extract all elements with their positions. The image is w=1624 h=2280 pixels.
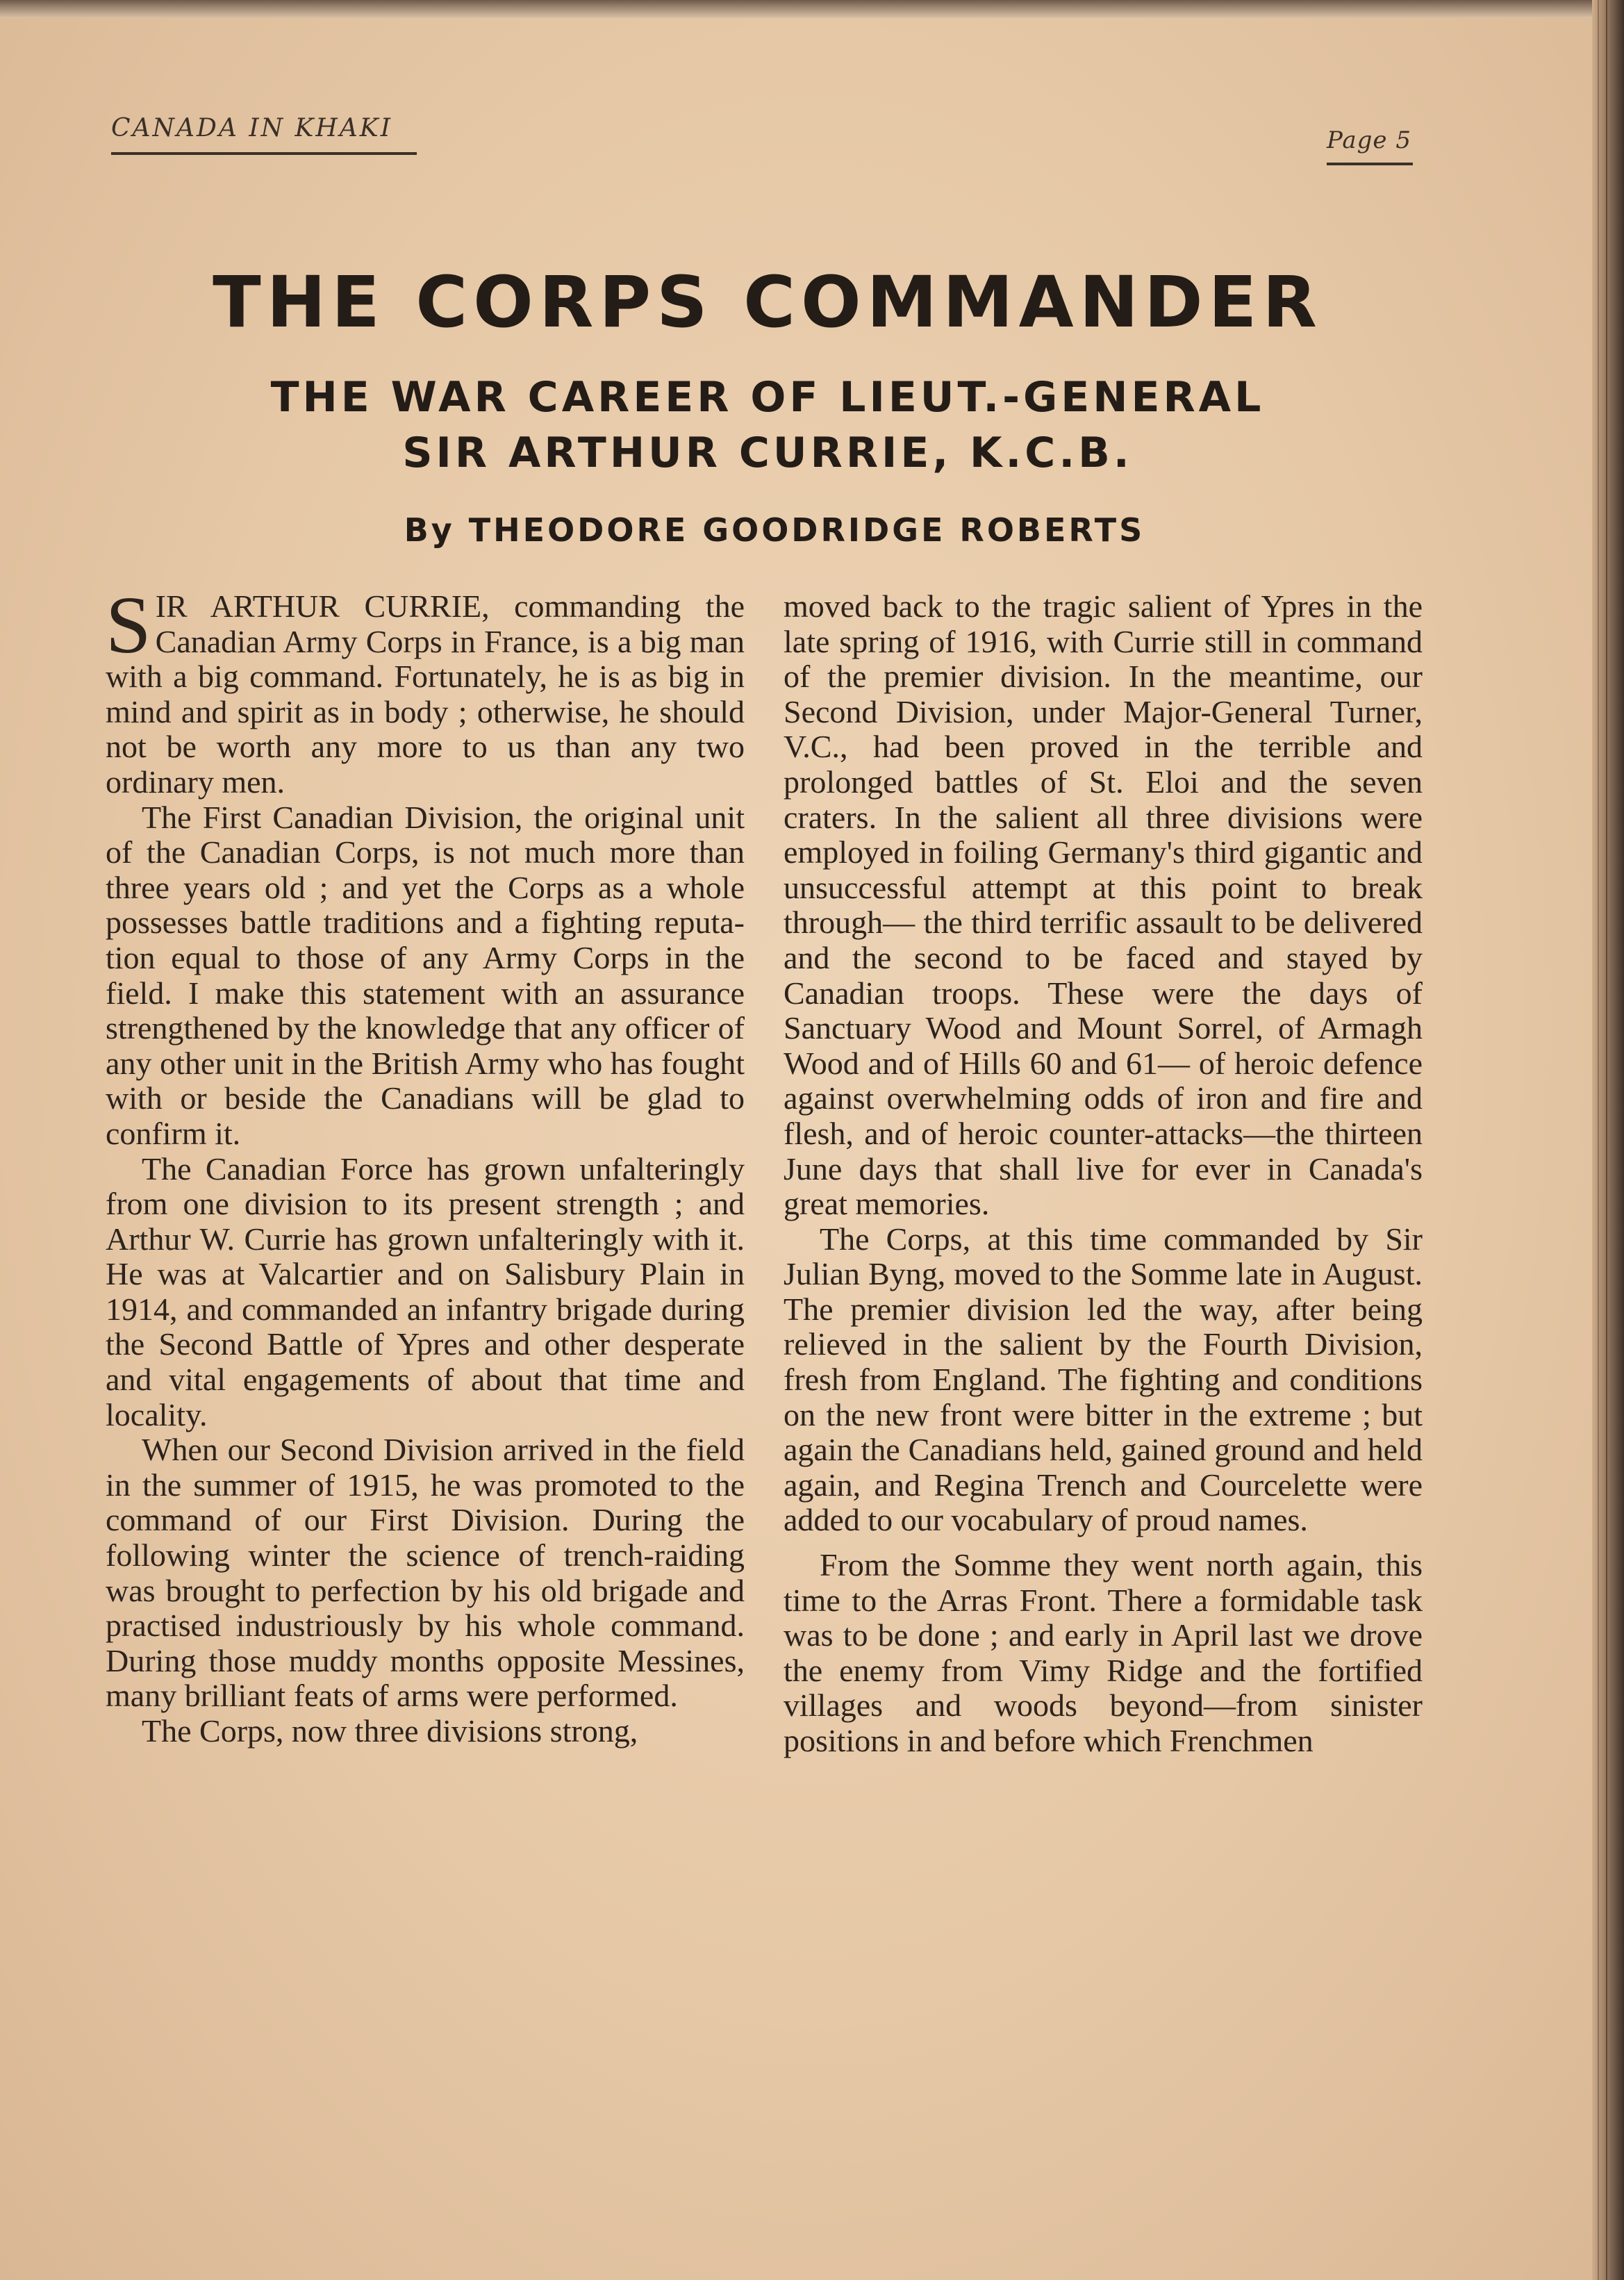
book-top-edge [0, 0, 1624, 18]
paragraph: moved back to the tragic salient of Ypres in the late spring of 1916, with Currie still in command of the premier division. In the meantime, our Second Division, under Major-General Turner, V.C., had been proved in the terrible and prolonged battles of St. Eloi and the seven craters. In the salient all three divisions were employed in foiling Germany's third gigantic and unsuccessful attempt at this point to break through— the third terrific assault to be delivered and the second to be faced and stayed by Canadian troops. These were the days of Sanctuary Wood and Mount Sorrel, of Armagh Wood and of Hills 60 and 61— of heroic defence against overwhelming odds of iron and fire and flesh, and of heroic counter-attacks—the thirteen June days that shall live for ever in Canada's great memories. [784, 588, 1423, 1222]
subtitle-line-2: SIR ARTHUR CURRIE, K.C.B. [402, 429, 1133, 477]
article-title: THE CORPS COMMANDER [213, 261, 1323, 344]
left-column [106, 579, 745, 1749]
paragraph [106, 579, 745, 800]
article-subtitle [0, 370, 1535, 481]
running-head: CANADA IN KHAKI [111, 114, 417, 155]
page-number: Page 5 [1327, 126, 1413, 165]
paragraph: The First Canadian Division, the original unit of the Canadian Corps, is not much more than three years old ; and yet the Corps as a whole possesses battle traditions and a fighting reputation equal to those of any Army Corps in the field. I make this statement with an assurance strengthened by the knowledge that any officer of any other unit in the British Army who has fought with or beside the Canadians will be glad to confirm it. [106, 799, 745, 1151]
paragraph: From the Somme they went north again, this time to the Arras Front. There a formidable task was to be done ; and early in April last we drove the enemy from Vimy Ridge and the fortified villages and woods beyond—from sinister positions in and before which Frenchmen [784, 1547, 1423, 1758]
drop-cap: S [106, 579, 151, 670]
paragraph: The Corps, at this time commanded by Sir Julian Byng, moved to the Somme late in August. The premier division led the way, after being relieved in the salient by the Fourth Division, fresh from England. The fighting and conditions on the new front were bitter in the extreme ; but again the Canadians held, gained ground and held again, and Regina Trench and Courcelette were added to our vocabulary of proud names. [784, 1221, 1423, 1538]
subtitle-line-1: THE WAR CAREER OF LIEUT.-GENERAL [270, 373, 1265, 422]
article-byline: By THEODORE GOODRIDGE ROBERTS [404, 511, 1145, 549]
book-page-edges [1592, 0, 1624, 2280]
right-column [784, 589, 1423, 1759]
paragraph: When our Second Division arrived in the field in the summer of 1915, he was promoted to the command of our First Division. During the following winter the science of trench-raiding was brought to perfection by his old brigade and practised industriously by his whole command. During those muddy months opposite Messines, many brilliant feats of arms were performed. [106, 1432, 745, 1714]
paragraph: The Canadian Force has grown unfalteringly from one division to its present strength ; and Arthur W. Currie has grown unfalteringly with it. He was at Valcartier and on Salisbury Plain in 1914, and commanded an infantry brigade during the Second Battle of Ypres and other desperate and vital engagements of about that time and locality. [106, 1150, 745, 1432]
paragraph-text: IR ARTHUR CURRIE, commanding the Canadian Army Corps in France, is a big man with a big command. Fortunately, he is as big in mind and spirit as in body ; otherwise, he should not be worth any more to us than any two ordinary men. [106, 588, 745, 800]
paragraph: The Corps, now three divisions strong, [142, 1713, 638, 1749]
paragraph-gap [784, 1538, 1423, 1548]
